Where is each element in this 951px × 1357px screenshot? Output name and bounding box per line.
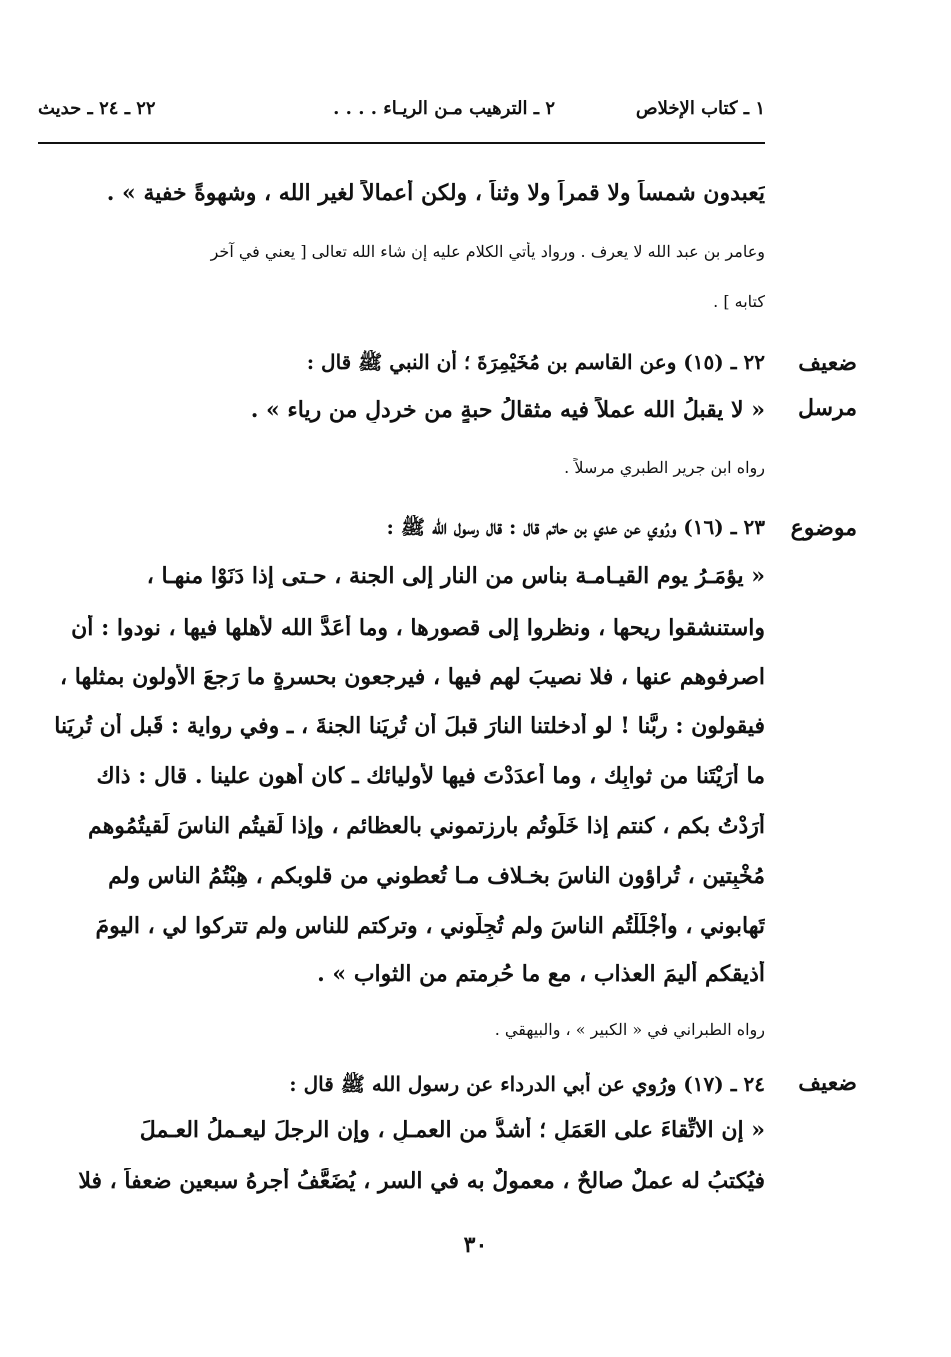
hadith-intro: ٢٤ ـ (١٧) ورُوي عن أبي الدرداء عن رسول الله ﷺ قال : bbox=[289, 1072, 765, 1096]
grade-label: ضعيف bbox=[798, 1070, 857, 1096]
hadith-text-line: تَهابوني ، وأَجْلَلْتُم الناسَ ولم تُجِلُّوني ، وتركتم للناس ولم تتركوا لي ، اليومَ bbox=[95, 913, 765, 939]
header-book-title: ١ ـ كتاب الإخلاص bbox=[635, 98, 765, 119]
hadith-text-line: اصرفوهم عنها ، فلا نصيبَ لهم فيها ، فيرجعون بحسرةٍ ما رَجعَ الأولون بمثلها ، bbox=[60, 664, 765, 690]
page-number: ٣٠ bbox=[463, 1232, 488, 1258]
hadith-text-line: « يؤمَـرُ يوم القيـامـة بناسٍ من النار إلى الجنة ، حـتى إذا دَنَوْا منهـا ، bbox=[146, 563, 765, 589]
running-header bbox=[38, 98, 765, 128]
hadith-text: « لا يقبلُ الله عملاً فيه مثقالُ حبةٍ من خردلٍ من رياء » . bbox=[250, 397, 765, 423]
header-divider bbox=[38, 142, 765, 144]
text-line: يَعبدون شمساً ولا قمراً ولا وثناً ، ولكن أعمالاً لغير الله ، وشهوةً خفية » . bbox=[106, 180, 765, 206]
hadith-source: رواه الطبراني في « الكبير » ، والبيهقي . bbox=[494, 1020, 765, 1039]
commentary-line: كتابه ] . bbox=[713, 292, 765, 311]
hadith-text-line: مُخْبِتين ، تُراؤون الناسَ بخـلاف مـا تُعطوني من قلوبكم ، هِبْتُمُ الناس ولم bbox=[108, 863, 765, 889]
header-hadith-range: ٢٢ ـ ٢٤ ـ حديث bbox=[38, 98, 156, 119]
commentary-line: وعامر بن عبد الله لا يعرف . ورواد يأتي الكلام عليه إن شاء الله تعالى [ يعني في آخر bbox=[210, 242, 765, 261]
header-chapter-title: ٢ ـ الترهيب مـن الريـاء . . . . bbox=[333, 98, 555, 119]
hadith-intro: ٢٢ ـ (١٥) وعن القاسم بن مُخَيْمِرَةَ ؛ أن النبي ﷺ قال : bbox=[306, 350, 765, 374]
hadith-text-line: أُذيقكم أليمَ العذاب ، مع ما حُرِمتم من الثواب » . bbox=[317, 961, 765, 987]
hadith-intro: ٢٣ ـ (١٦) ورُوي عن عدي بن حاتم قال : قال رسول الله ﷺ : bbox=[386, 515, 765, 539]
hadith-source: رواه ابن جرير الطبري مرسلاً . bbox=[564, 458, 765, 477]
hadith-text-line: فيُكتبُ له عملٌ صالحٌ ، معمولٌ به في السر ، يُضَعَّفُ أجرهُ سبعين ضعفاً ، فلا bbox=[78, 1168, 765, 1194]
hadith-text-line: واستنشقوا ريحها ، ونظروا إلى قصورها ، وما أعَدَّ الله لأهلها فيها ، نودوا : أن bbox=[71, 615, 765, 641]
grade-label: ضعيف bbox=[798, 350, 857, 376]
grade-label: مرسل bbox=[797, 395, 857, 421]
grade-label: موضوع bbox=[790, 515, 857, 541]
hadith-text-line: فيقولون : ربَّنا ! لو أدخلتنا النارَ قبلَ أن تُرِيَنا الجنةَ ، ـ وفي رواية : قَبل أن تُرِيَنا bbox=[54, 713, 765, 739]
hadith-text-line: أرَدْتُ بكم ، كنتم إذا خَلَوتُم بارزتموني بالعظائم ، وإذا لَقيتُم الناسَ لَقيتُمُوهم bbox=[88, 813, 765, 839]
hadith-text-line: ما أرَيْتَنا من ثوابِك ، وما أعدَدْتَ فيها لأوليائك ـ كان أهون علينا . قال : ذاك bbox=[96, 763, 765, 789]
hadith-text-line: « إن الاتِّقاءَ على العَمَلِ ؛ أشدُّ من العمـلِ ، وإن الرجلَ ليعـملُ العـملَ bbox=[139, 1117, 765, 1143]
